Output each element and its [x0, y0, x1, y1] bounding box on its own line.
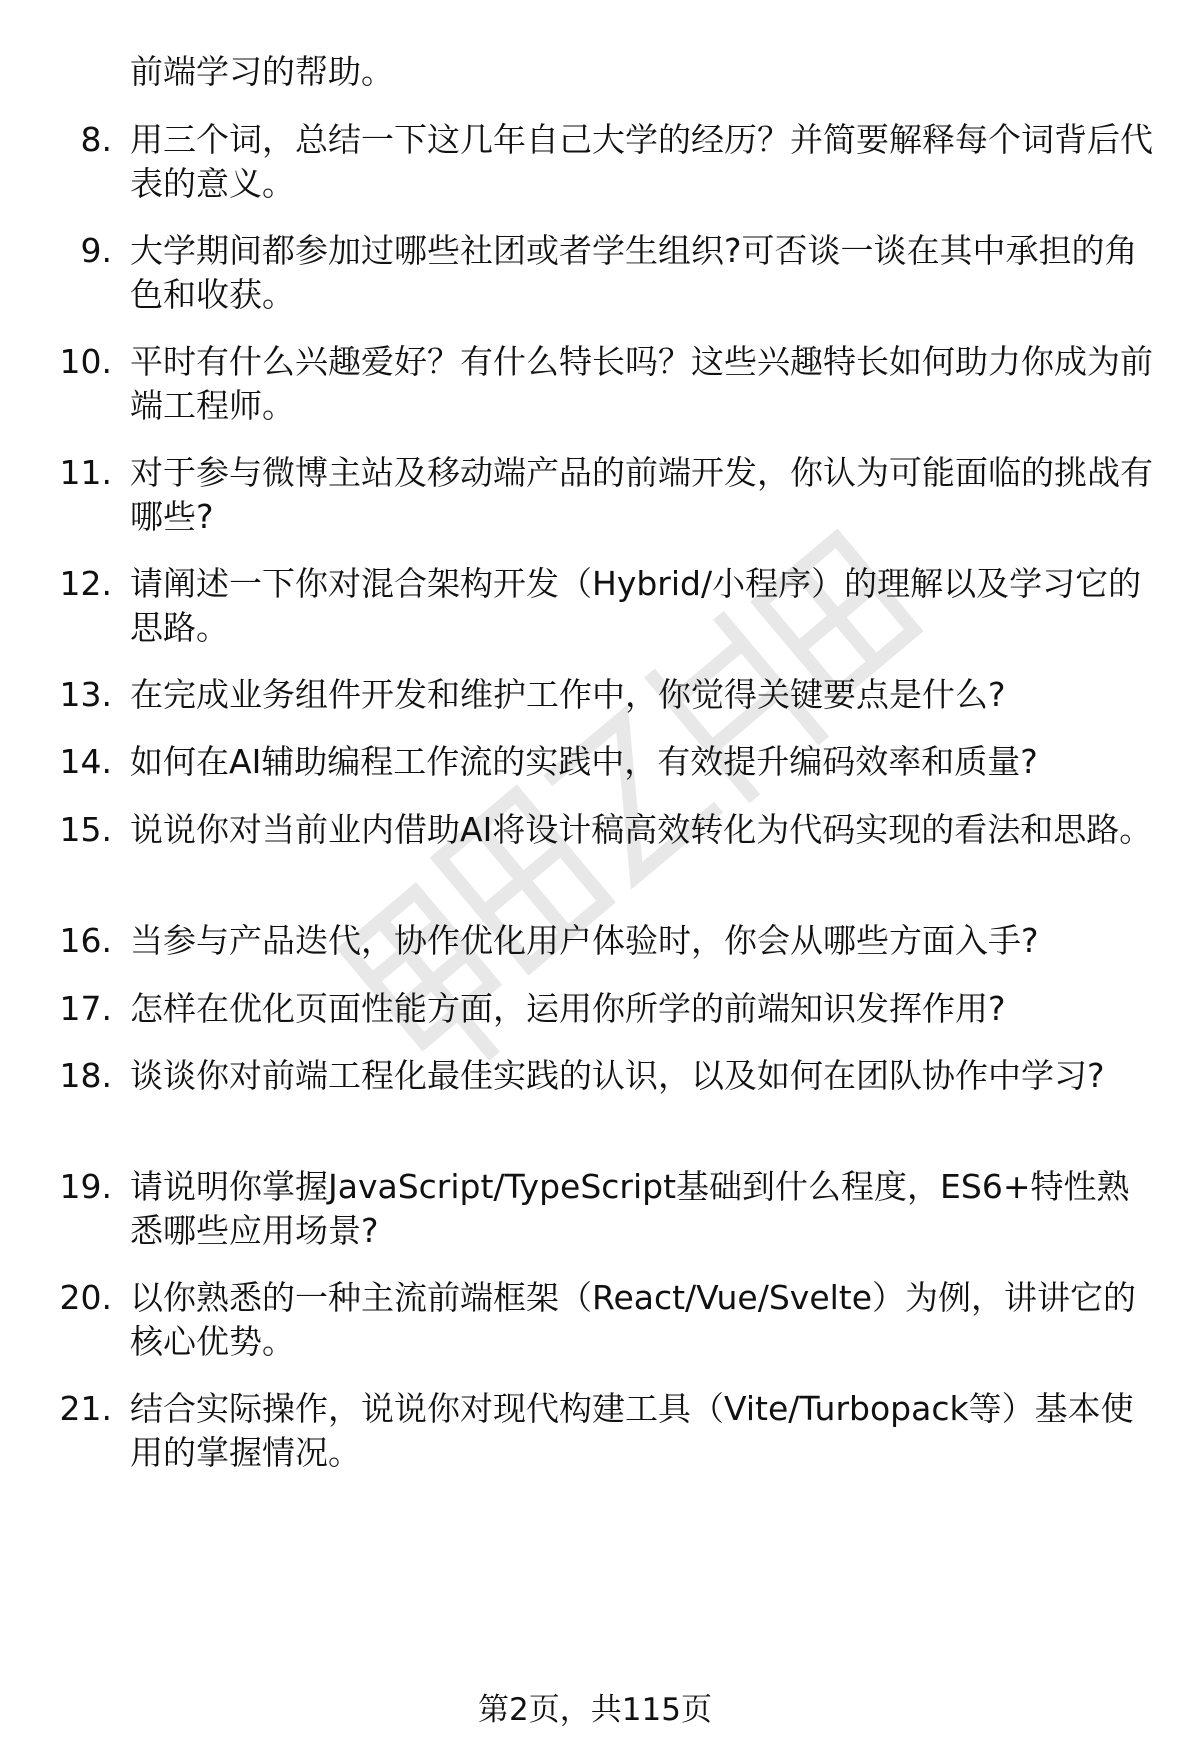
question-text: 在完成业务组件开发和维护工作中，你觉得关键要点是什么?: [130, 675, 1006, 714]
question-text: 平时有什么兴趣爱好？有什么特长吗？这些兴趣特长如何助力你成为前端工程师。: [130, 342, 1153, 425]
question-number: 19.: [59, 1167, 112, 1206]
question-number: 14.: [59, 742, 112, 781]
page-footer: 第2页，共115页: [478, 1692, 712, 1728]
question-text: 用三个词，总结一下这几年自己大学的经历？并简要解释每个词背后代表的意义。: [130, 120, 1153, 203]
question-text: 怎样在优化页面性能方面，运用你所学的前端知识发挥作用?: [130, 989, 1006, 1028]
question-number: 10.: [59, 342, 112, 381]
continuation-line: 前端学习的帮助。: [130, 52, 394, 91]
question-number: 12.: [59, 564, 112, 603]
question-number: 11.: [59, 453, 112, 492]
question-number: 18.: [59, 1056, 112, 1095]
question-number: 13.: [59, 675, 112, 714]
question-text: 对于参与微博主站及移动端产品的前端开发，你认为可能面临的挑战有哪些?: [130, 453, 1153, 536]
question-text: 如何在AI辅助编程工作流的实践中，有效提升编码效率和质量?: [130, 742, 1038, 781]
question-number: 21.: [59, 1389, 112, 1428]
question-number: 20.: [59, 1278, 112, 1317]
question-number: 15.: [59, 810, 112, 849]
question-number: 8.: [80, 120, 112, 159]
question-text: 请说明你掌握JavaScript/TypeScript基础到什么程度，ES6+特性熟悉哪些应用场景?: [130, 1167, 1130, 1250]
question-text: 请阐述一下你对混合架构开发（Hybrid/小程序）的理解以及学习它的思路。: [130, 564, 1142, 647]
question-number: 17.: [59, 989, 112, 1028]
question-text: 谈谈你对前端工程化最佳实践的认识，以及如何在团队协作中学习?: [130, 1056, 1105, 1095]
question-number: 9.: [80, 231, 112, 270]
question-number: 16.: [59, 921, 112, 960]
question-text: 结合实际操作，说说你对现代构建工具（Vite/Turbopack等）基本使用的掌握情况。: [130, 1389, 1134, 1472]
question-text: 大学期间都参加过哪些社团或者学生组织?可否谈一谈在其中承担的角色和收获。: [130, 231, 1138, 314]
question-text: 说说你对当前业内借助AI将设计稿高效转化为代码实现的看法和思路。: [130, 810, 1153, 849]
question-text: 当参与产品迭代，协作优化用户体验时，你会从哪些方面入手?: [130, 921, 1039, 960]
question-text: 以你熟悉的一种主流前端框架（React/Vue/Svelte）为例，讲讲它的核心优势。: [130, 1278, 1137, 1361]
